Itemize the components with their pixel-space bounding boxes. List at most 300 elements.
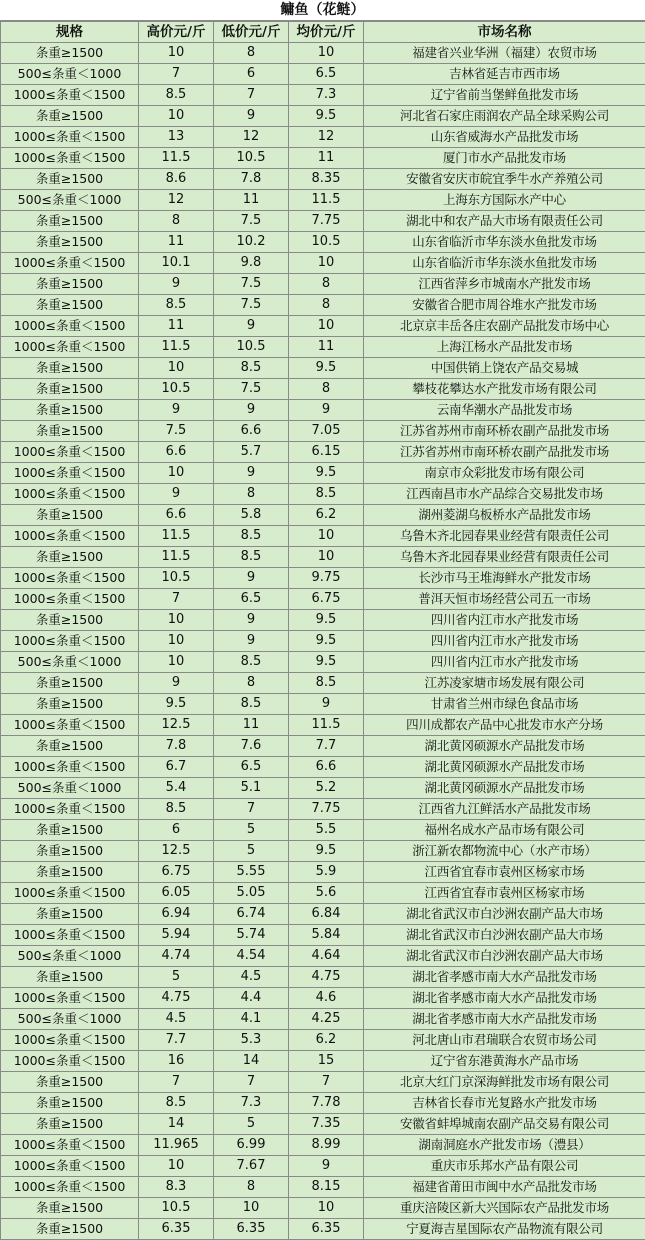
cell-high-price: 6.6 [139,442,214,463]
cell-market-name: 重庆市乐邦水产品有限公司 [364,1156,645,1177]
cell-spec: 条重≥1500 [1,232,139,253]
cell-market-name: 吉林省长春市光复路水产批发市场 [364,1093,645,1114]
cell-spec: 500≤条重＜1000 [1,1009,139,1030]
cell-spec: 条重≥1500 [1,820,139,841]
cell-high-price: 14 [139,1114,214,1135]
cell-high-price: 10 [139,43,214,64]
cell-spec: 1000≤条重＜1500 [1,526,139,547]
cell-spec: 500≤条重＜1000 [1,652,139,673]
cell-market-name: 河北省石家庄雨润农产品全球采购公司 [364,106,645,127]
cell-avg-price: 9.5 [289,841,364,862]
table-row [1,85,645,106]
cell-spec: 条重≥1500 [1,295,139,316]
cell-high-price: 6 [139,820,214,841]
cell-low-price: 7.6 [214,736,289,757]
cell-market-name: 安徽省合肥市周谷堆水产批发市场 [364,295,645,316]
cell-low-price: 7.5 [214,379,289,400]
cell-spec: 条重≥1500 [1,106,139,127]
table-row [1,736,645,757]
cell-low-price: 8.5 [214,652,289,673]
cell-avg-price: 9 [289,1156,364,1177]
table-row [1,652,645,673]
cell-avg-price: 10.5 [289,232,364,253]
cell-avg-price: 7.3 [289,85,364,106]
cell-avg-price: 8.35 [289,169,364,190]
cell-high-price: 9 [139,484,214,505]
cell-avg-price: 7.05 [289,421,364,442]
cell-avg-price: 6.5 [289,64,364,85]
cell-low-price: 5.8 [214,505,289,526]
table-row [1,568,645,589]
cell-avg-price: 11 [289,337,364,358]
cell-spec: 1000≤条重＜1500 [1,799,139,820]
cell-high-price: 6.05 [139,883,214,904]
cell-avg-price: 10 [289,526,364,547]
table-body [1,43,645,1240]
cell-high-price: 11.5 [139,547,214,568]
cell-market-name: 南京市众彩批发市场有限公司 [364,463,645,484]
cell-spec: 1000≤条重＜1500 [1,316,139,337]
header-row [1,22,645,43]
cell-market-name: 江西南昌市水产品综合交易批发市场 [364,484,645,505]
cell-low-price: 5 [214,1114,289,1135]
cell-avg-price: 7.78 [289,1093,364,1114]
cell-avg-price: 7.7 [289,736,364,757]
cell-high-price: 7.5 [139,421,214,442]
cell-avg-price: 8.15 [289,1177,364,1198]
cell-low-price: 14 [214,1051,289,1072]
table-row [1,274,645,295]
cell-spec: 条重≥1500 [1,421,139,442]
cell-low-price: 10.5 [214,148,289,169]
cell-low-price: 10.2 [214,232,289,253]
table-row [1,1135,645,1156]
cell-market-name: 湖北中和农产品大市场有限责任公司 [364,211,645,232]
cell-high-price: 8.3 [139,1177,214,1198]
cell-market-name: 中国供销上饶农产品交易城 [364,358,645,379]
cell-avg-price: 5.6 [289,883,364,904]
table-row [1,988,645,1009]
cell-low-price: 11 [214,715,289,736]
cell-spec: 500≤条重＜1000 [1,64,139,85]
cell-high-price: 8.6 [139,169,214,190]
cell-low-price: 7.3 [214,1093,289,1114]
cell-high-price: 10 [139,610,214,631]
cell-market-name: 宁夏海吉星国际农产品物流有限公司 [364,1219,645,1240]
cell-low-price: 12 [214,127,289,148]
cell-low-price: 5.7 [214,442,289,463]
cell-avg-price: 5.9 [289,862,364,883]
cell-low-price: 8.5 [214,694,289,715]
cell-high-price: 10.5 [139,1198,214,1219]
cell-market-name: 山东省威海水产品批发市场 [364,127,645,148]
cell-high-price: 7 [139,64,214,85]
table-row [1,316,645,337]
cell-high-price: 11 [139,316,214,337]
cell-spec: 1000≤条重＜1500 [1,988,139,1009]
table-row [1,43,645,64]
table-row [1,610,645,631]
cell-avg-price: 8 [289,295,364,316]
cell-market-name: 四川省内江市水产批发市场 [364,631,645,652]
cell-market-name: 辽宁省前当堡鲜鱼批发市场 [364,85,645,106]
cell-market-name: 江苏省苏州市南环桥农副产品批发市场 [364,442,645,463]
table-row [1,841,645,862]
cell-market-name: 湖北黄冈硕源水产品批发市场 [364,757,645,778]
cell-spec: 条重≥1500 [1,736,139,757]
table-row [1,757,645,778]
cell-market-name: 安徽省蚌埠城南农副产品交易有限公司 [364,1114,645,1135]
cell-low-price: 5.1 [214,778,289,799]
cell-low-price: 8.5 [214,526,289,547]
cell-low-price: 4.4 [214,988,289,1009]
cell-low-price: 6.35 [214,1219,289,1240]
cell-spec: 条重≥1500 [1,169,139,190]
cell-low-price: 7.5 [214,295,289,316]
table-row [1,484,645,505]
cell-spec: 条重≥1500 [1,1114,139,1135]
cell-high-price: 8.5 [139,85,214,106]
table-row [1,169,645,190]
table-row [1,106,645,127]
cell-high-price: 11.5 [139,148,214,169]
cell-high-price: 13 [139,127,214,148]
cell-avg-price: 11.5 [289,190,364,211]
table-row [1,505,645,526]
cell-low-price: 9 [214,400,289,421]
cell-spec: 条重≥1500 [1,694,139,715]
cell-high-price: 9 [139,400,214,421]
cell-spec: 1000≤条重＜1500 [1,1135,139,1156]
cell-market-name: 四川成都农产品中心批发市水产分场 [364,715,645,736]
cell-market-name: 辽宁省东港黄海水产品市场 [364,1051,645,1072]
cell-low-price: 5 [214,820,289,841]
cell-avg-price: 6.15 [289,442,364,463]
table-row [1,799,645,820]
header-avg-price: 均价元/斤 [289,22,364,43]
cell-avg-price: 9.5 [289,652,364,673]
cell-spec: 条重≥1500 [1,904,139,925]
cell-high-price: 10.5 [139,568,214,589]
cell-market-name: 江苏凌家塘市场发展有限公司 [364,673,645,694]
cell-avg-price: 10 [289,1198,364,1219]
cell-spec: 1000≤条重＜1500 [1,1051,139,1072]
table-row [1,127,645,148]
cell-spec: 1000≤条重＜1500 [1,589,139,610]
cell-low-price: 8 [214,673,289,694]
cell-spec: 1000≤条重＜1500 [1,463,139,484]
cell-high-price: 4.75 [139,988,214,1009]
cell-avg-price: 9.5 [289,358,364,379]
table-row [1,820,645,841]
table-row [1,1072,645,1093]
cell-low-price: 8 [214,484,289,505]
table-row [1,421,645,442]
price-table [0,21,645,1240]
cell-spec: 条重≥1500 [1,43,139,64]
cell-high-price: 7 [139,589,214,610]
table-row [1,1009,645,1030]
cell-low-price: 9 [214,106,289,127]
cell-spec: 条重≥1500 [1,400,139,421]
cell-high-price: 10 [139,631,214,652]
cell-high-price: 5.94 [139,925,214,946]
cell-avg-price: 9.75 [289,568,364,589]
cell-high-price: 9 [139,673,214,694]
cell-market-name: 江西省宜春市袁州区杨家市场 [364,862,645,883]
cell-spec: 1000≤条重＜1500 [1,253,139,274]
cell-spec: 条重≥1500 [1,1072,139,1093]
cell-low-price: 5 [214,841,289,862]
cell-market-name: 湖北黄冈硕源水产品批发市场 [364,778,645,799]
table-row [1,547,645,568]
cell-low-price: 7 [214,799,289,820]
cell-high-price: 9 [139,274,214,295]
cell-high-price: 11 [139,232,214,253]
cell-low-price: 9 [214,463,289,484]
table-row [1,211,645,232]
cell-high-price: 8.5 [139,799,214,820]
cell-spec: 条重≥1500 [1,610,139,631]
cell-spec: 条重≥1500 [1,505,139,526]
cell-spec: 条重≥1500 [1,358,139,379]
cell-market-name: 四川省内江市水产批发市场 [364,610,645,631]
cell-market-name: 重庆涪陵区新大兴国际农产品批发市场 [364,1198,645,1219]
cell-avg-price: 8.5 [289,673,364,694]
cell-high-price: 6.7 [139,757,214,778]
table-row [1,190,645,211]
table-row [1,232,645,253]
cell-avg-price: 10 [289,43,364,64]
cell-low-price: 5.55 [214,862,289,883]
cell-low-price: 9.8 [214,253,289,274]
table-row [1,1114,645,1135]
cell-low-price: 9 [214,631,289,652]
table-row [1,631,645,652]
cell-high-price: 4.74 [139,946,214,967]
table-row [1,148,645,169]
cell-high-price: 12 [139,190,214,211]
cell-market-name: 北京大红门京深海鲜批发市场有限公司 [364,1072,645,1093]
cell-low-price: 6.6 [214,421,289,442]
table-row [1,463,645,484]
cell-spec: 1000≤条重＜1500 [1,337,139,358]
cell-low-price: 7.5 [214,274,289,295]
table-row [1,1051,645,1072]
cell-high-price: 11.5 [139,337,214,358]
cell-market-name: 厦门市水产品批发市场 [364,148,645,169]
table-row [1,400,645,421]
cell-market-name: 江西省九江鲜活水产品批发市场 [364,799,645,820]
cell-market-name: 山东省临沂市华东淡水鱼批发市场 [364,232,645,253]
cell-high-price: 8.5 [139,1093,214,1114]
cell-low-price: 7.67 [214,1156,289,1177]
cell-market-name: 浙江新农都物流中心（水产市场） [364,841,645,862]
cell-market-name: 湖南洞庭水产批发市场（澧县） [364,1135,645,1156]
table-row [1,694,645,715]
cell-low-price: 7 [214,85,289,106]
header-spec: 规格 [1,22,139,43]
table-row [1,673,645,694]
cell-market-name: 湖北黄冈硕源水产品批发市场 [364,736,645,757]
cell-spec: 1000≤条重＜1500 [1,883,139,904]
table-row [1,778,645,799]
cell-avg-price: 9 [289,400,364,421]
cell-avg-price: 12 [289,127,364,148]
cell-spec: 条重≥1500 [1,211,139,232]
cell-market-name: 上海东方国际水产中心 [364,190,645,211]
cell-spec: 1000≤条重＜1500 [1,148,139,169]
cell-market-name: 湖北省孝感市南大水产品批发市场 [364,988,645,1009]
cell-low-price: 8 [214,43,289,64]
cell-low-price: 4.54 [214,946,289,967]
cell-market-name: 北京京丰岳各庄农副产品批发市场中心 [364,316,645,337]
cell-high-price: 10 [139,106,214,127]
cell-spec: 条重≥1500 [1,1198,139,1219]
sheet-title: 鳙鱼（花鲢） [0,0,645,21]
header-market-name: 市场名称 [364,22,645,43]
cell-avg-price: 10 [289,547,364,568]
cell-high-price: 9.5 [139,694,214,715]
cell-low-price: 4.5 [214,967,289,988]
cell-low-price: 8.5 [214,547,289,568]
cell-spec: 1000≤条重＜1500 [1,757,139,778]
cell-spec: 1000≤条重＜1500 [1,631,139,652]
cell-avg-price: 6.84 [289,904,364,925]
cell-low-price: 7 [214,1072,289,1093]
cell-avg-price: 11 [289,148,364,169]
cell-market-name: 云南华潮水产品批发市场 [364,400,645,421]
cell-high-price: 7.8 [139,736,214,757]
cell-spec: 条重≥1500 [1,841,139,862]
cell-market-name: 湖北省孝感市南大水产品批发市场 [364,967,645,988]
cell-spec: 1000≤条重＜1500 [1,484,139,505]
cell-market-name: 湖州菱湖乌板桥水产品批发市场 [364,505,645,526]
table-row [1,379,645,400]
cell-spec: 1000≤条重＜1500 [1,1030,139,1051]
cell-avg-price: 4.64 [289,946,364,967]
cell-low-price: 6.74 [214,904,289,925]
cell-market-name: 普洱天恒市场经营公司五一市场 [364,589,645,610]
cell-spec: 1000≤条重＜1500 [1,1177,139,1198]
cell-spec: 1000≤条重＜1500 [1,925,139,946]
cell-avg-price: 5.5 [289,820,364,841]
cell-avg-price: 8 [289,379,364,400]
table-row [1,1177,645,1198]
cell-avg-price: 4.6 [289,988,364,1009]
cell-market-name: 江西省萍乡市城南水产批发市场 [364,274,645,295]
table-row [1,862,645,883]
cell-low-price: 11 [214,190,289,211]
cell-avg-price: 10 [289,253,364,274]
table-row [1,967,645,988]
cell-high-price: 11.965 [139,1135,214,1156]
cell-high-price: 10 [139,1156,214,1177]
cell-spec: 500≤条重＜1000 [1,778,139,799]
table-row [1,64,645,85]
cell-high-price: 6.6 [139,505,214,526]
table-row [1,1030,645,1051]
cell-low-price: 8.5 [214,358,289,379]
cell-avg-price: 4.25 [289,1009,364,1030]
cell-spec: 条重≥1500 [1,1219,139,1240]
cell-avg-price: 9.5 [289,106,364,127]
cell-high-price: 7.7 [139,1030,214,1051]
table-row [1,295,645,316]
cell-market-name: 乌鲁木齐北园春果业经营有限责任公司 [364,547,645,568]
cell-low-price: 9 [214,568,289,589]
cell-avg-price: 9.5 [289,463,364,484]
cell-spec: 条重≥1500 [1,1093,139,1114]
cell-market-name: 湖北省武汉市白沙洲农副产品大市场 [364,946,645,967]
cell-low-price: 4.1 [214,1009,289,1030]
table-row [1,1198,645,1219]
cell-high-price: 7 [139,1072,214,1093]
cell-high-price: 16 [139,1051,214,1072]
cell-spec: 条重≥1500 [1,862,139,883]
cell-high-price: 6.75 [139,862,214,883]
cell-high-price: 5 [139,967,214,988]
cell-avg-price: 9.5 [289,610,364,631]
cell-spec: 500≤条重＜1000 [1,946,139,967]
cell-spec: 1000≤条重＜1500 [1,715,139,736]
cell-low-price: 9 [214,316,289,337]
cell-market-name: 吉林省延吉市西市场 [364,64,645,85]
cell-high-price: 6.35 [139,1219,214,1240]
cell-avg-price: 8 [289,274,364,295]
cell-low-price: 7.5 [214,211,289,232]
table-row [1,946,645,967]
cell-high-price: 8.5 [139,295,214,316]
cell-low-price: 6.99 [214,1135,289,1156]
cell-spec: 条重≥1500 [1,547,139,568]
cell-avg-price: 8.5 [289,484,364,505]
cell-avg-price: 9 [289,694,364,715]
cell-avg-price: 6.75 [289,589,364,610]
cell-high-price: 12.5 [139,841,214,862]
cell-spec: 1000≤条重＜1500 [1,442,139,463]
cell-spec: 条重≥1500 [1,967,139,988]
cell-market-name: 湖北省孝感市南大水产品批发市场 [364,1009,645,1030]
cell-low-price: 6.5 [214,757,289,778]
cell-low-price: 9 [214,610,289,631]
cell-high-price: 10.5 [139,379,214,400]
cell-market-name: 江西省宜春市袁州区杨家市场 [364,883,645,904]
cell-avg-price: 6.6 [289,757,364,778]
cell-low-price: 10 [214,1198,289,1219]
cell-low-price: 6.5 [214,589,289,610]
cell-avg-price: 8.99 [289,1135,364,1156]
cell-low-price: 5.05 [214,883,289,904]
cell-market-name: 安徽省安庆市皖宜季牛水产养殖公司 [364,169,645,190]
cell-market-name: 福建省莆田市闽中水产品批发市场 [364,1177,645,1198]
cell-spec: 条重≥1500 [1,274,139,295]
cell-market-name: 四川省内江市水产批发市场 [364,652,645,673]
cell-market-name: 福建省兴业华洲（福建）农贸市场 [364,43,645,64]
header-high-price: 高价元/斤 [139,22,214,43]
cell-high-price: 10.1 [139,253,214,274]
cell-high-price: 11.5 [139,526,214,547]
cell-low-price: 5.74 [214,925,289,946]
cell-avg-price: 11.5 [289,715,364,736]
cell-high-price: 10 [139,652,214,673]
cell-spec: 1000≤条重＜1500 [1,1156,139,1177]
cell-avg-price: 7 [289,1072,364,1093]
table-row [1,589,645,610]
cell-high-price: 10 [139,463,214,484]
table-row [1,1093,645,1114]
cell-high-price: 8 [139,211,214,232]
